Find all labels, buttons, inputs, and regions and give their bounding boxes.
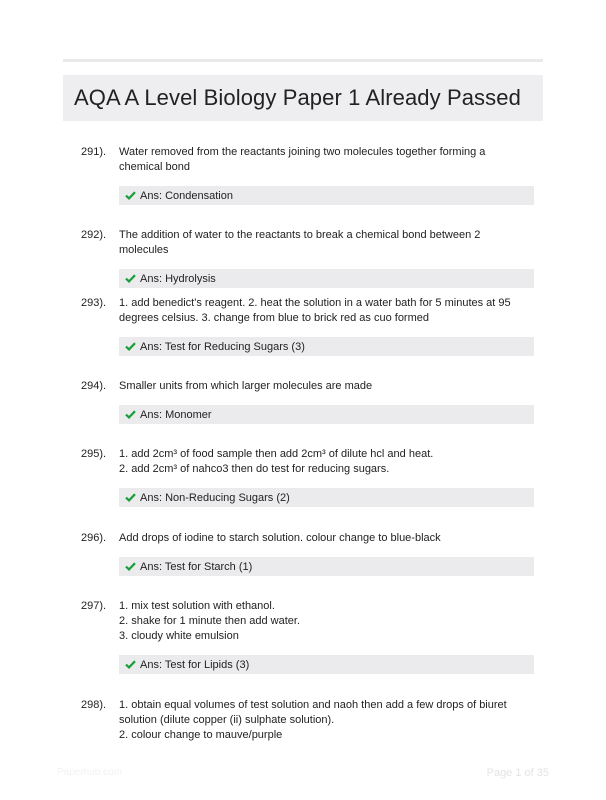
question-number: 295). [81,448,107,460]
question-number: 296). [81,532,107,544]
question-row [63,145,543,175]
page-number: Page 1 of 35 [486,767,549,779]
question-number: 291). [81,146,107,158]
footer-site-watermark: Paperhub.com [57,767,123,778]
answer-box [119,269,534,288]
question-row [63,228,543,258]
qa-item [63,698,543,743]
answer-box [119,557,534,576]
answer-text: Ans: Monomer [140,408,212,421]
question-number: 293). [81,297,107,309]
qa-item [63,228,543,288]
question-number: 294). [81,380,107,392]
question-row [63,531,543,546]
qa-item [63,145,543,205]
qa-item [63,296,543,356]
question-number: 298). [81,699,107,711]
answer-text: Ans: Hydrolysis [140,272,216,285]
check-icon [125,410,136,419]
answer-text: Ans: Non-Reducing Sugars (2) [140,491,290,504]
question-text: 1. obtain equal volumes of test solution and naoh then add a few drops of biuret solution (dilute copper (ii) sulphate solution). 2. colour change to mauve/purple [119,699,507,741]
question-row [63,379,543,394]
top-divider [63,59,543,62]
answer-text: Ans: Condensation [140,189,233,202]
qa-item [63,599,543,674]
qa-item [63,531,543,576]
answer-text: Ans: Test for Reducing Sugars (3) [140,340,305,353]
answer-box [119,186,534,205]
page-title: AQA A Level Biology Paper 1 Already Passed [74,85,521,110]
check-icon [125,493,136,502]
question-text: Water removed from the reactants joining two molecules together forming a chemical bond [119,146,486,173]
check-icon [125,191,136,200]
answer-box [119,405,534,424]
answer-box [119,337,534,356]
question-number: 297). [81,600,107,612]
question-row [63,698,543,743]
question-row [63,599,543,644]
question-text: Add drops of iodine to starch solution. colour change to blue-black [119,532,441,544]
answer-box [119,655,534,674]
check-icon [125,660,136,669]
question-number: 292). [81,229,107,241]
question-text: 1. add benedict's reagent. 2. heat the solution in a water bath for 5 minutes at 95 degrees celsius. 3. change from blue to brick red as cuo formed [119,297,511,324]
answer-box [119,488,534,507]
check-icon [125,562,136,571]
question-text: 1. mix test solution with ethanol. 2. shake for 1 minute then add water. 3. cloudy white emulsion [119,600,301,642]
check-icon [125,342,136,351]
question-row [63,296,543,326]
check-icon [125,274,136,283]
qa-item [63,447,543,507]
title-banner [63,75,543,121]
question-text: 1. add 2cm³ of food sample then add 2cm³ of dilute hcl and heat. 2. add 2cm³ of nahco3 then do test for reducing sugars. [119,448,434,475]
answer-text: Ans: Test for Lipids (3) [140,658,250,671]
question-row [63,447,543,477]
qa-item [63,379,543,424]
question-text: Smaller units from which larger molecules are made [119,380,373,392]
question-text: The addition of water to the reactants to break a chemical bond between 2 molecules [119,229,481,256]
answer-text: Ans: Test for Starch (1) [140,560,253,573]
